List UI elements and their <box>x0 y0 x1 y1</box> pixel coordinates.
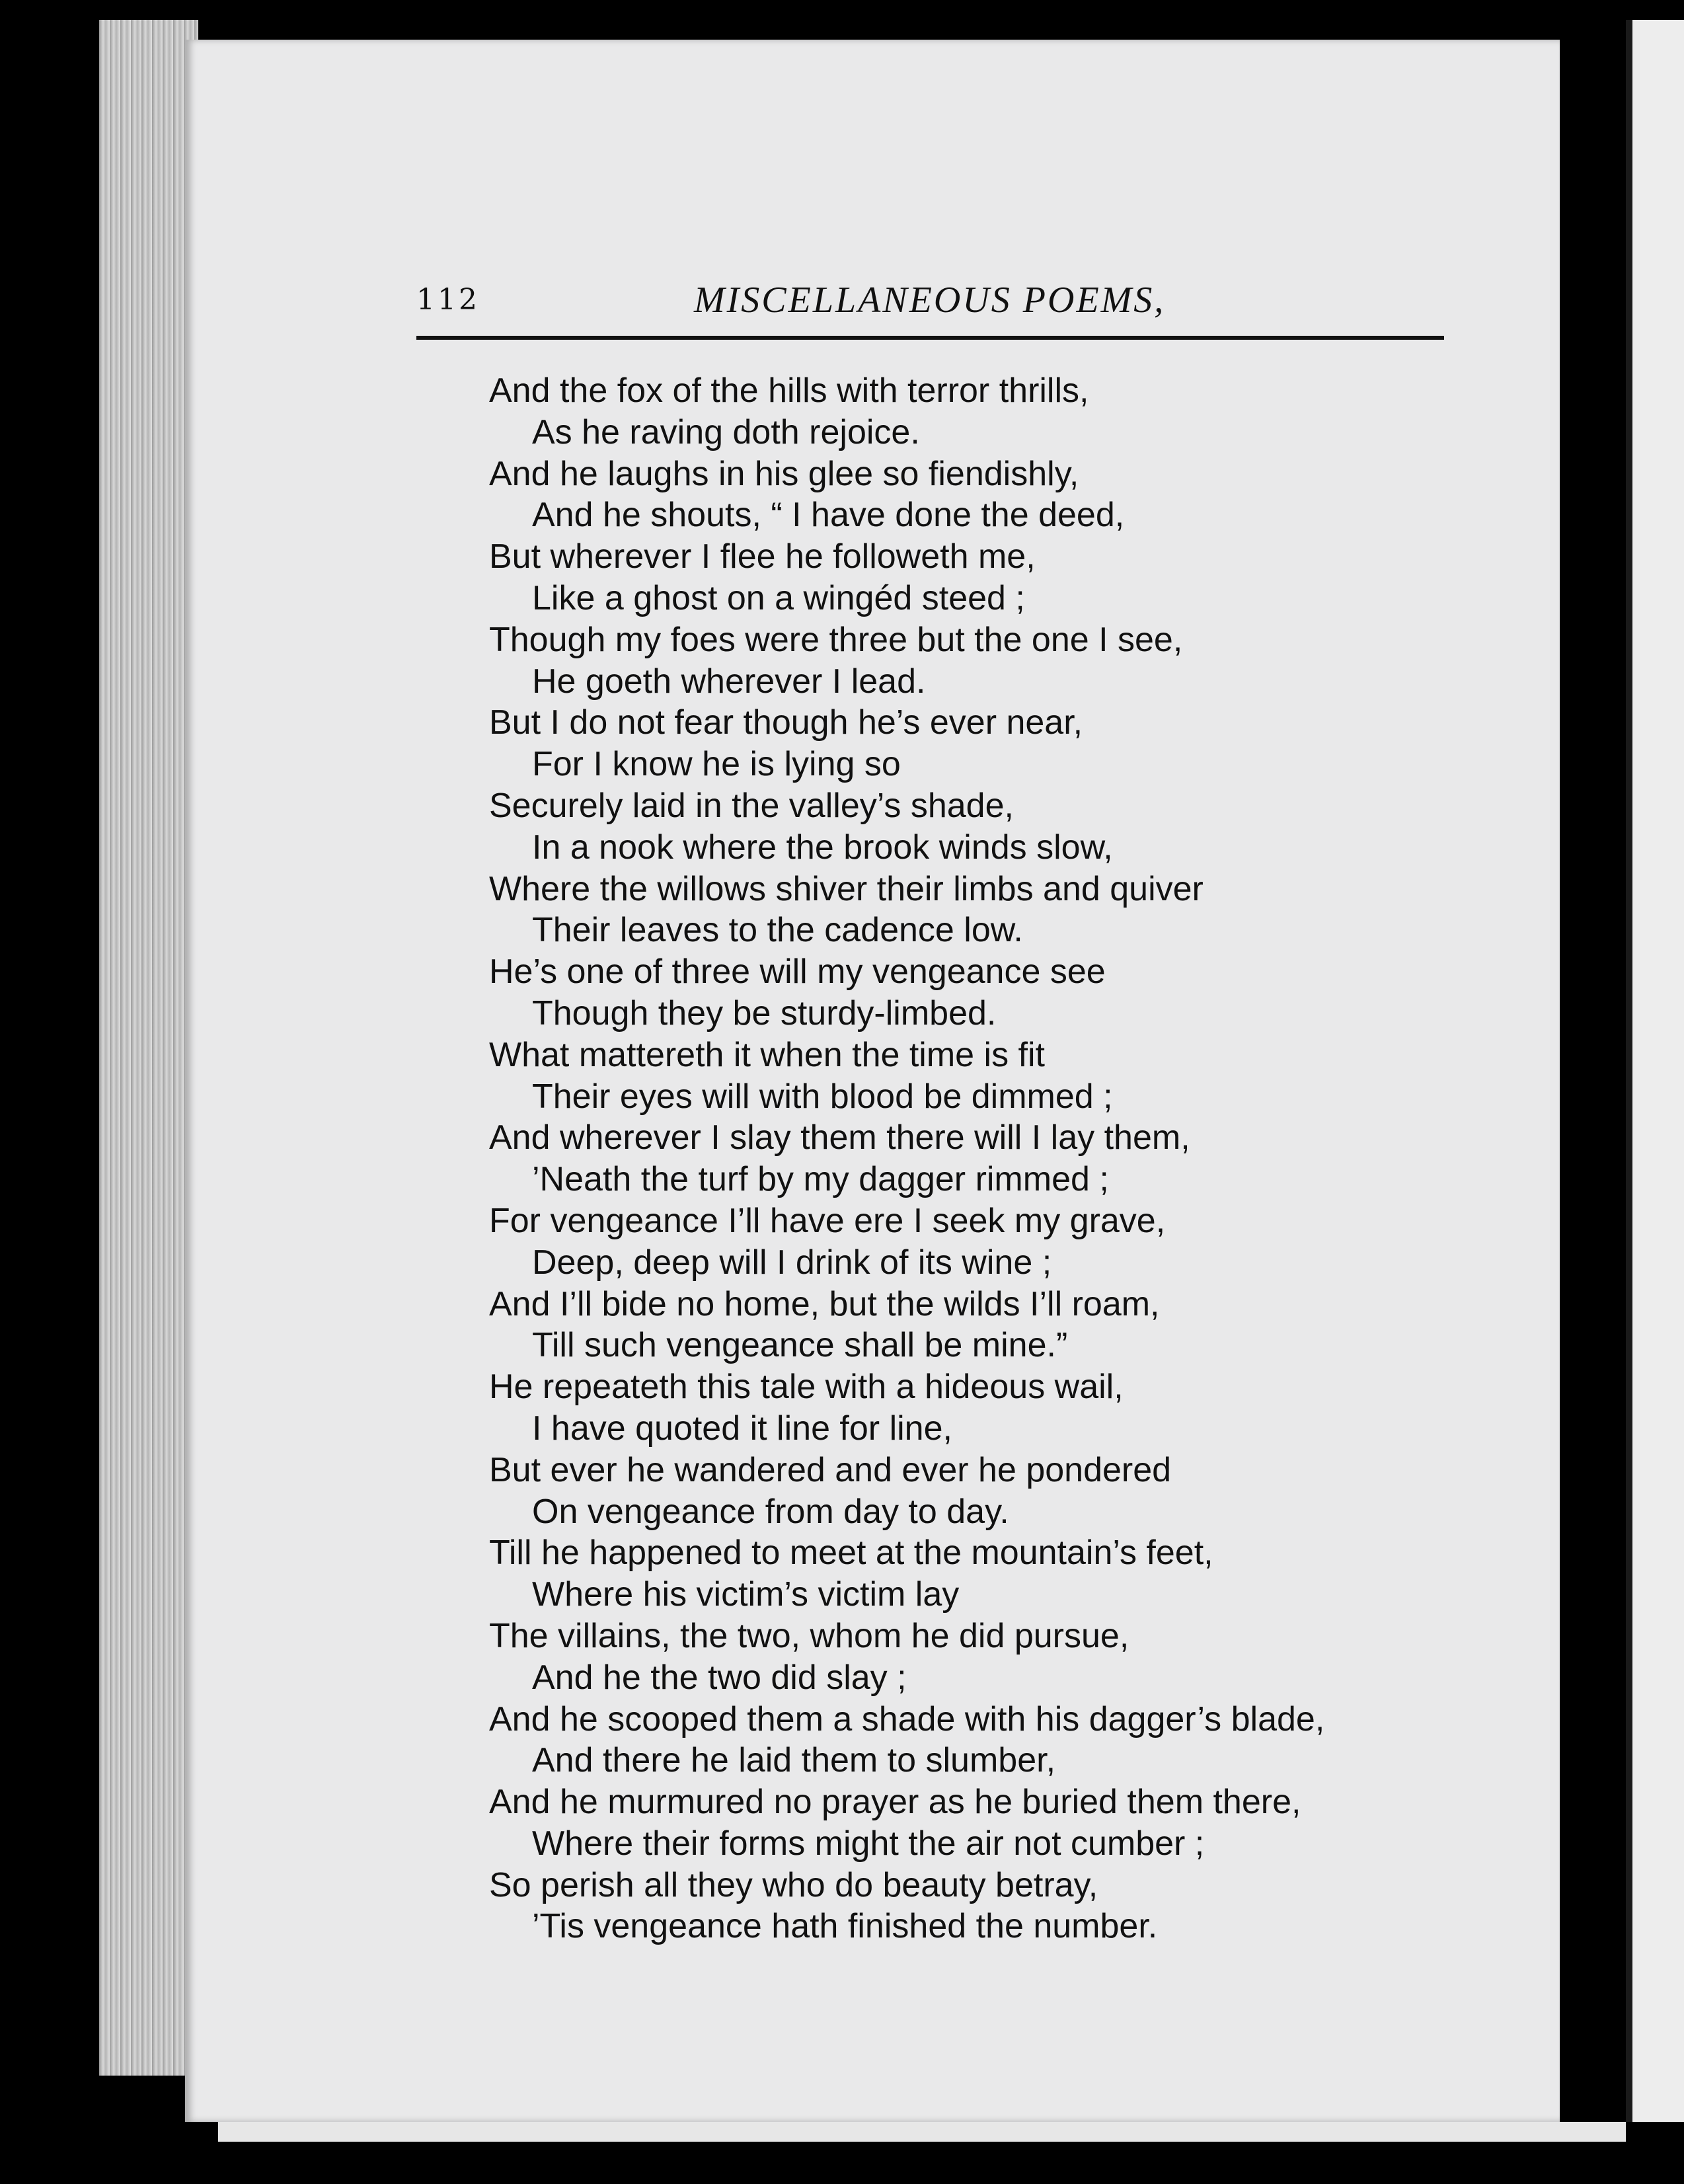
poem-line: Though they be sturdy-limbed. <box>532 994 997 1033</box>
poem-line: And he shouts, “ I have done the deed, <box>532 496 1125 535</box>
poem-line: So perish all they who do beauty betray, <box>489 1865 1098 1904</box>
poem-line: For vengeance I’ll have ere I seek my grave, <box>489 1201 1166 1240</box>
poem-line: And he laughs in his glee so fiendishly, <box>489 454 1079 493</box>
page-edges <box>99 20 198 2076</box>
poem-line: And he murmured no prayer as he buried them there, <box>489 1783 1301 1822</box>
poem-line: ’Neath the turf by my dagger rimmed ; <box>532 1160 1109 1199</box>
page-number: 112 <box>416 283 480 317</box>
poem-line: He repeateth this tale with a hideous wail, <box>489 1368 1124 1407</box>
poem-line: And the fox of the hills with terror thrills, <box>489 371 1089 410</box>
poem-line: He goeth wherever I lead. <box>532 662 926 701</box>
poem-line: As he raving doth rejoice. <box>532 412 920 451</box>
poem-line: And wherever I slay them there will I lay them, <box>489 1118 1190 1157</box>
poem-line: And I’ll bide no home, but the wilds I’ll roam, <box>489 1284 1160 1323</box>
poem-line: But wherever I flee he followeth me, <box>489 537 1036 576</box>
poem-line: Deep, deep will I drink of its wine ; <box>532 1243 1052 1282</box>
poem-line: For I know he is lying so <box>532 745 901 784</box>
poem-line: What mattereth it when the time is fit <box>489 1035 1045 1074</box>
poem-line: The villains, the two, whom he did pursue, <box>489 1616 1129 1655</box>
facing-page-edge <box>1626 20 1684 2122</box>
poem-line: Till such vengeance shall be mine.” <box>532 1326 1068 1365</box>
poem-line: I have quoted it line for line, <box>532 1409 952 1448</box>
poem-line: Where their forms might the air not cumber ; <box>532 1824 1205 1863</box>
poem-line: Their leaves to the cadence low. <box>532 911 1023 950</box>
poem-line: In a nook where the brook winds slow, <box>532 828 1113 867</box>
poem-line: And he scooped them a shade with his dagger’s blade, <box>489 1699 1325 1738</box>
poem-line: On vengeance from day to day. <box>532 1492 1009 1531</box>
poem-text <box>489 370 1441 1947</box>
page-bottom-edge <box>218 2122 1626 2142</box>
poem-line: But ever he wandered and ever he pondered <box>489 1450 1172 1489</box>
poem-line: Their eyes will with blood be dimmed ; <box>532 1077 1113 1116</box>
poem-line: And there he laid them to slumber, <box>532 1741 1056 1780</box>
poem-line: He’s one of three will my vengeance see <box>489 953 1106 992</box>
page-header <box>416 270 1444 340</box>
poem-line: Where his victim’s victim lay <box>532 1575 960 1614</box>
poem-line: But I do not fear though he’s ever near, <box>489 703 1083 742</box>
poem-line: ’Tis vengeance hath finished the number. <box>532 1907 1158 1946</box>
poem-line: Securely laid in the valley’s shade, <box>489 786 1014 825</box>
poem-line: And he the two did slay ; <box>532 1658 907 1697</box>
poem-line: Till he happened to meet at the mountain’s feet, <box>489 1534 1213 1573</box>
poem-line: Like a ghost on a wingéd steed ; <box>532 578 1025 617</box>
poem-line: Though my foes were three but the one I see, <box>489 620 1183 659</box>
running-title: MISCELLANEOUS POEMS, <box>694 280 1166 321</box>
poem-line: Where the willows shiver their limbs and quiver <box>489 869 1204 908</box>
